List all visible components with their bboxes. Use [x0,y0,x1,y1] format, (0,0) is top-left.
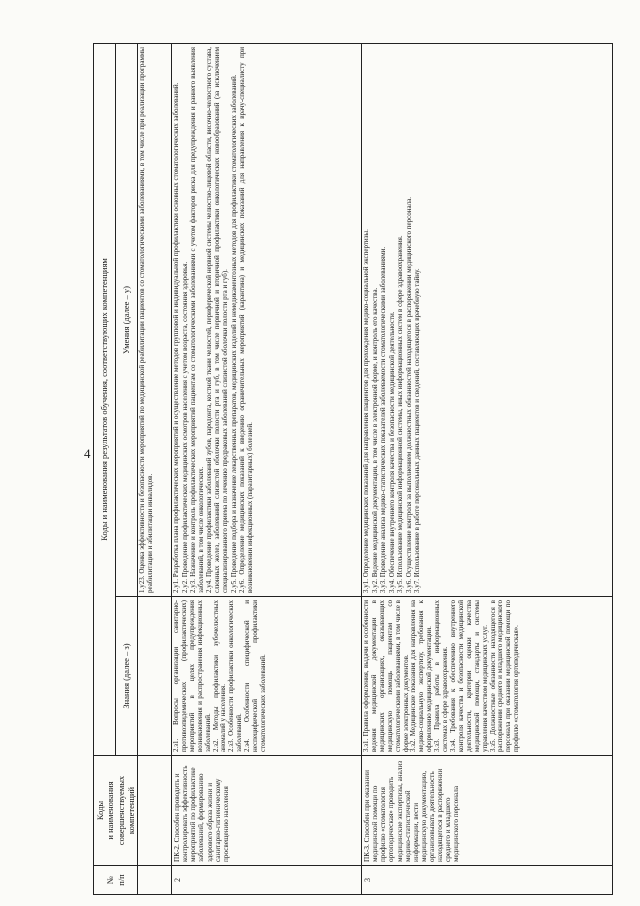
cell-knowledge [138,597,172,756]
knowledge-item: 3.з2. Медицинские показания для направления на медико-социальную экспертизу, требования к оформлению медицинской документации. [409,600,434,752]
header-competency: Коды и наименования совершенствуемых компетенций [94,756,138,866]
skill-item: 2.у6. Определение медицинских показаний к введению ограничительных мероприятий (карантина) и медицинских показаний для направления к врачу-специалисту при возникновении инфекционных (паразитарных) болезней. [238,46,255,593]
rotated-table-frame [93,44,613,895]
cell-knowledge [172,597,362,756]
cell-num: 2 [172,866,362,895]
skill-item: 3.у2. Ведение медицинской документации, в том числе в электронной форме, и контроль его качества. [370,287,379,593]
cell-knowledge [362,597,613,756]
cell-num: 3 [362,866,613,895]
knowledge-item: 2.з3. Особенности профилактики онкологических заболеваний. [227,600,244,752]
cell-skills [138,43,172,596]
skill-item: 2.у1. Разработка плана профилактических мероприятий и осуществление методов групповой и индивидуальной профилактики основных стоматологических заболеваний. [172,82,180,593]
skill-item: 3.у5. Использование медицинской информационной системы, иных информационных систем в сфере здравоохранения. [396,235,404,593]
knowledge-item: 2.з4. Особенности специфической и неспецифической профилактики стоматологических заболеваний. [243,600,267,752]
knowledge-item: 3.з1. Правила оформления, выдачи и особенности ведения медицинской документации в медицинских организациях, оказывающих медицинскую помощь пациентам со стоматологическими заболеваниями, в том числе в форме электронных документов. [362,600,410,752]
skill-item: 3.у4. Обеспечение внутреннего контроля качества и безопасности медицинской деятельности. [387,311,396,593]
skill-item: 2.у2. Проведение профилактических медицинских осмотров населения с учетом возраста, состояния здоровья. [180,261,189,593]
table-row-continuation [138,43,172,894]
page-number: 4 [84,446,91,461]
skill-item: 2.у4. Проведение профилактики заболеваний зубов, пародонта, костной ткани челюстей, периферической нервной системы челюстно-лицевой области, височно-челюстного сустава, слюнных желез, заболеваний слизистой оболочки полости рта и губ, в том числе первичной и вторичной профилактики онкологических новообразований (за исключением специализированного приема по лечению предраковых заболеваний слизистой оболочки полости рта и губ). [205,46,230,593]
skill-item: 3.у3. Проведение анализа медико-статистических показателей заболеваемости стоматологическими заболеваниями. [379,246,387,593]
table-row-pk2 [172,43,362,894]
header-results: Коды и наименования результатов обучения, соответствующих компетенциям [94,43,116,755]
competency-table [93,43,613,895]
knowledge-item: 3.з3. Правила работы в информационных системах в сфере здравоохранения. [433,600,450,752]
cell-skills [362,43,613,596]
cell-skills [172,43,362,596]
knowledge-item: 2.з2. Методы профилактики зубочелюстных аномалий у населения. [211,600,228,752]
skill-item: 3.у1. Определение медицинских показаний для направления пациентов для прохождения медико-социальной экспертизы. [362,229,370,593]
skill-item: 3.у6. Осуществление контроля за выполнением должностных обязанностей находящегося в распоряжении медицинского персонала. [404,196,413,593]
header-num: № п/п [94,866,138,895]
cell-competency: ПК-2. Способен проводить и контролировать эффективность мероприятий по профилактике заболеваний, формированию здорового образа жизни и санитарно-гигиеническому просвещению населения [172,756,362,866]
skill-item: 2.у5. Проведение подбора и назначение лекарственных препаратов, медицинских изделий и немедикаментозных методов для профилактики стоматологических заболеваний. [229,74,238,593]
cell-num [138,866,172,895]
header-knowledge: Знания (далее – з) [116,597,138,756]
header-skills: Умения (далее – у) [116,43,138,596]
knowledge-item: 2.з1. Вопросы организации санитарно-противоэпидемических (профилактических) мероприятий в целях предупреждения возникновения и распространения инфекционных заболеваний. [172,600,212,752]
table-row-pk3 [362,43,613,894]
skill-item: 3.у7. Использование в работе персональных данных пациентов и сведений, составляющих врачебную тайну. [413,268,421,593]
knowledge-item: 3.з4. Требования к обеспечению внутреннего контроля качества и безопасности медицинской деятельности, критерии оценки качества медицинской помощи, стандарты и системы управления качеством медицинских услуг. [448,600,489,752]
skill-item: 2.у3. Назначение и контроль профилактических мероприятий пациентам со стоматологическими заболеваниями с учетом факторов риска для предупреждения и раннего выявления заболеваний, в том числе онкологических. [189,46,205,593]
skill-item: 1.у23. Оценка эффективности и безопасности мероприятий по медицинской реабилитации пациентов со стоматологическими заболеваниями, в том числе при реализации программы реабилитации и абилитации инвалидов. [138,46,154,593]
cell-competency: ПК-3. Способен при оказании медицинской помощи по профилю «стоматология ортопедическая» проводить медицинские экспертизы, анализ медико-статистической информации, вести медицинскую документацию, организовывать деятельность находящегося в распоряжении среднего и младшего медицинского персонала [362,756,613,866]
cell-competency [138,756,172,866]
knowledge-item: 3.з5. Должностные обязанности находящегося в распоряжении среднего и младшего медицинского персонала при оказании медицинской помощи по профилю «стоматология ортопедическая». [488,600,521,752]
